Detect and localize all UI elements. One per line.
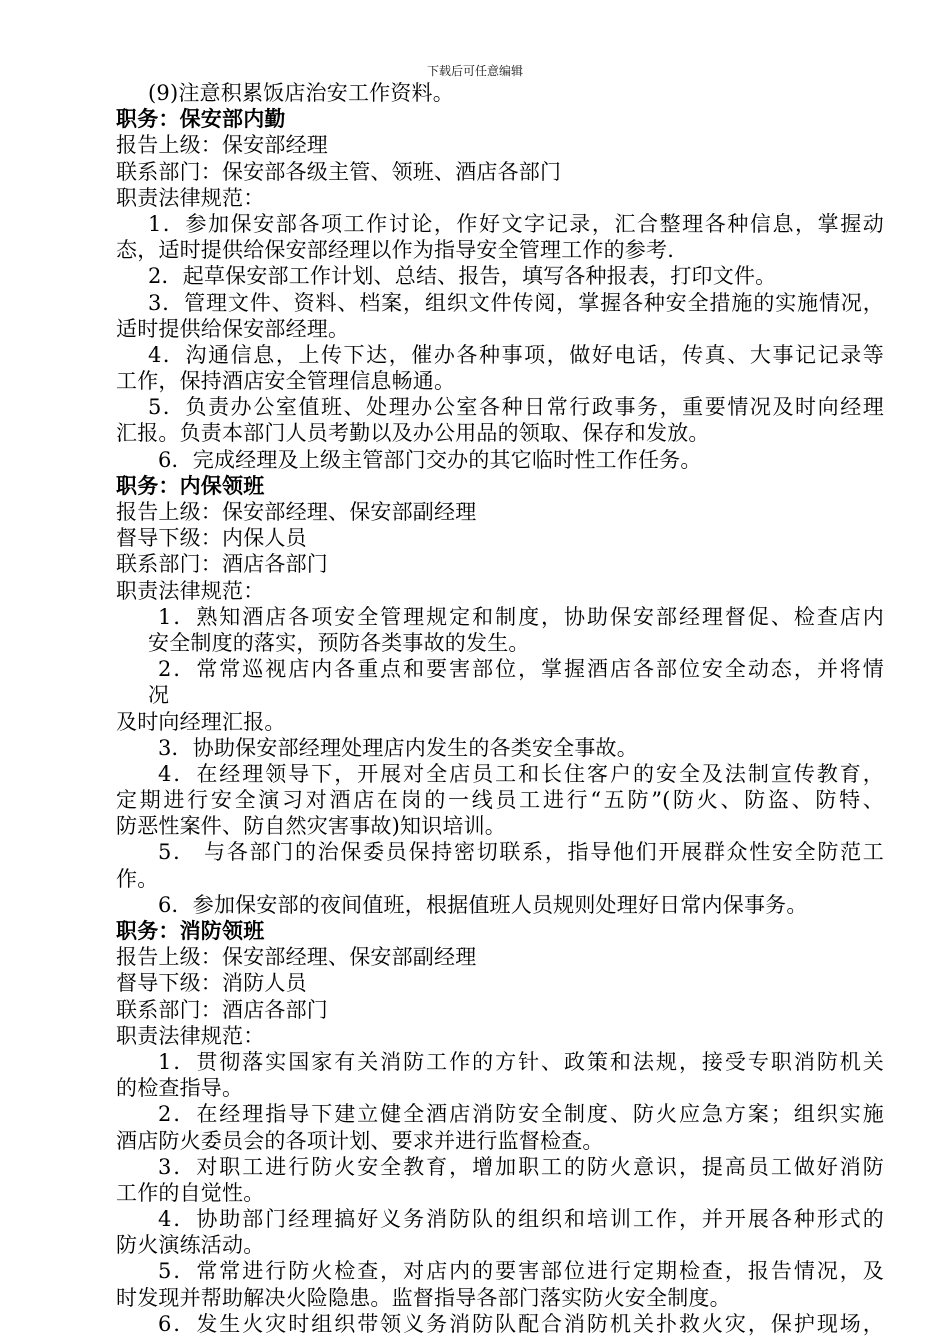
text-line: 况 <box>148 683 170 708</box>
section-heading: 职务：保安部内勤 <box>116 107 286 132</box>
page-header: 下载后可任意编辑 <box>426 64 523 78</box>
text-line: 3．管理文件、资料、档案，组织文件传阅，掌握各种安全措施的实施情况， <box>148 290 884 315</box>
text-line: 态，适时提供给保安部经理以作为指导安全管理工作的参考. <box>116 238 675 263</box>
text-line: 工作的自觉性。 <box>116 1180 265 1205</box>
text-line: 3．对职工进行防火安全教育，增加职工的防火意识，提高员工做好消防 <box>158 1154 884 1179</box>
text-line: 时发现并帮助解决火险隐患。监督指导各部门落实防火安全制度。 <box>116 1285 731 1310</box>
text-line: 5．常常进行防火检查，对店内的要害部位进行定期检查，报告情况，及 <box>158 1259 884 1284</box>
text-line: 工作，保持酒店安全管理信息畅通。 <box>116 369 456 394</box>
text-line: 职责法律规范： <box>116 185 265 210</box>
text-line: 职责法律规范： <box>116 578 265 603</box>
text-line: 的检查指导。 <box>116 1076 244 1101</box>
text-line: 报告上级：保安部经理 <box>116 133 328 158</box>
text-line: 督导下级：内保人员 <box>116 526 307 551</box>
text-line: 4．沟通信息，上传下达，催办各种事项，做好电话，传真、大事记记录等 <box>148 342 884 367</box>
text-line: 1．参加保安部各项工作讨论，作好文字记录，汇合整理各种信息，掌握动 <box>148 211 884 236</box>
text-line: 联系部门：酒店各部门 <box>116 997 328 1022</box>
text-line: 联系部门：保安部各级主管、领班、酒店各部门 <box>116 159 562 184</box>
text-line: 2．常常巡视店内各重点和要害部位，掌握酒店各部位安全动态，并将情 <box>158 657 884 682</box>
text-line: 汇报。负责本部门人员考勤以及办公用品的领取、保存和发放。 <box>116 421 710 446</box>
text-line: 5． 与各部门的治保委员保持密切联系，指导他们开展群众性安全防范工 <box>158 840 884 865</box>
text-line: 督导下级：消防人员 <box>116 971 307 996</box>
text-line: 防恶性案件、防自然灾害事故)知识培训。 <box>116 814 506 839</box>
text-line: 报告上级：保安部经理、保安部副经理 <box>116 945 477 970</box>
document-body <box>116 80 884 1337</box>
text-line: 4．协助部门经理搞好义务消防队的组织和培训工作，并开展各种形式的 <box>158 1207 884 1232</box>
text-line: 2．起草保安部工作计划、总结、报告，填写各种报表，打印文件。 <box>148 264 777 289</box>
text-line: 1．熟知酒店各项安全管理规定和制度，协助保安部经理督促、检查店内 <box>158 604 884 629</box>
text-line: 报告上级：保安部经理、保安部副经理 <box>116 500 477 524</box>
text-line: 酒店防火委员会的各项计划、要求并进行监督检查。 <box>116 1128 604 1153</box>
section-heading: 职务：消防领班 <box>116 919 265 943</box>
text-line: 3．协助保安部经理处理店内发生的各类安全事故。 <box>158 735 638 760</box>
text-line: 1．贯彻落实国家有关消防工作的方针、政策和法规，接受专职消防机关 <box>158 1049 884 1074</box>
text-line: 作。 <box>116 866 159 891</box>
text-line: 定期进行安全演习对酒店在岗的一线员工进行“五防”(防火、防盗、防特、 <box>116 788 884 813</box>
text-line: 5．负责办公室值班、处理办公室各种日常行政事务，重要情况及时向经理 <box>148 395 884 420</box>
text-line: 职责法律规范： <box>116 1023 265 1048</box>
text-line: 6．参加保安部的夜间值班，根据值班人员规则处理好日常内保事务。 <box>158 892 808 917</box>
text-line: 适时提供给保安部经理。 <box>116 316 350 341</box>
text-line: 2．在经理指导下建立健全酒店消防安全制度、防火应急方案；组织实施 <box>158 1102 884 1127</box>
section-heading: 职务：内保领班 <box>116 473 265 498</box>
text-line: 4．在经理领导下，开展对全店员工和长住客户的安全及法制宣传教育， <box>158 761 884 786</box>
text-line: 安全制度的落实，预防各类事故的发生。 <box>148 630 530 655</box>
text-line: 6．完成经理及上级主管部门交办的其它临时性工作任务。 <box>158 447 702 472</box>
text-line: 联系部门：酒店各部门 <box>116 552 328 577</box>
text-line: 6．发生火灾时组织带领义务消防队配合消防机关扑救火灾，保护现场， <box>158 1311 884 1336</box>
text-line: 防火演练活动。 <box>116 1233 265 1258</box>
text-line: (9)注意积累饭店治安工作资料。 <box>148 81 454 105</box>
text-line: 及时向经理汇报。 <box>116 709 286 734</box>
